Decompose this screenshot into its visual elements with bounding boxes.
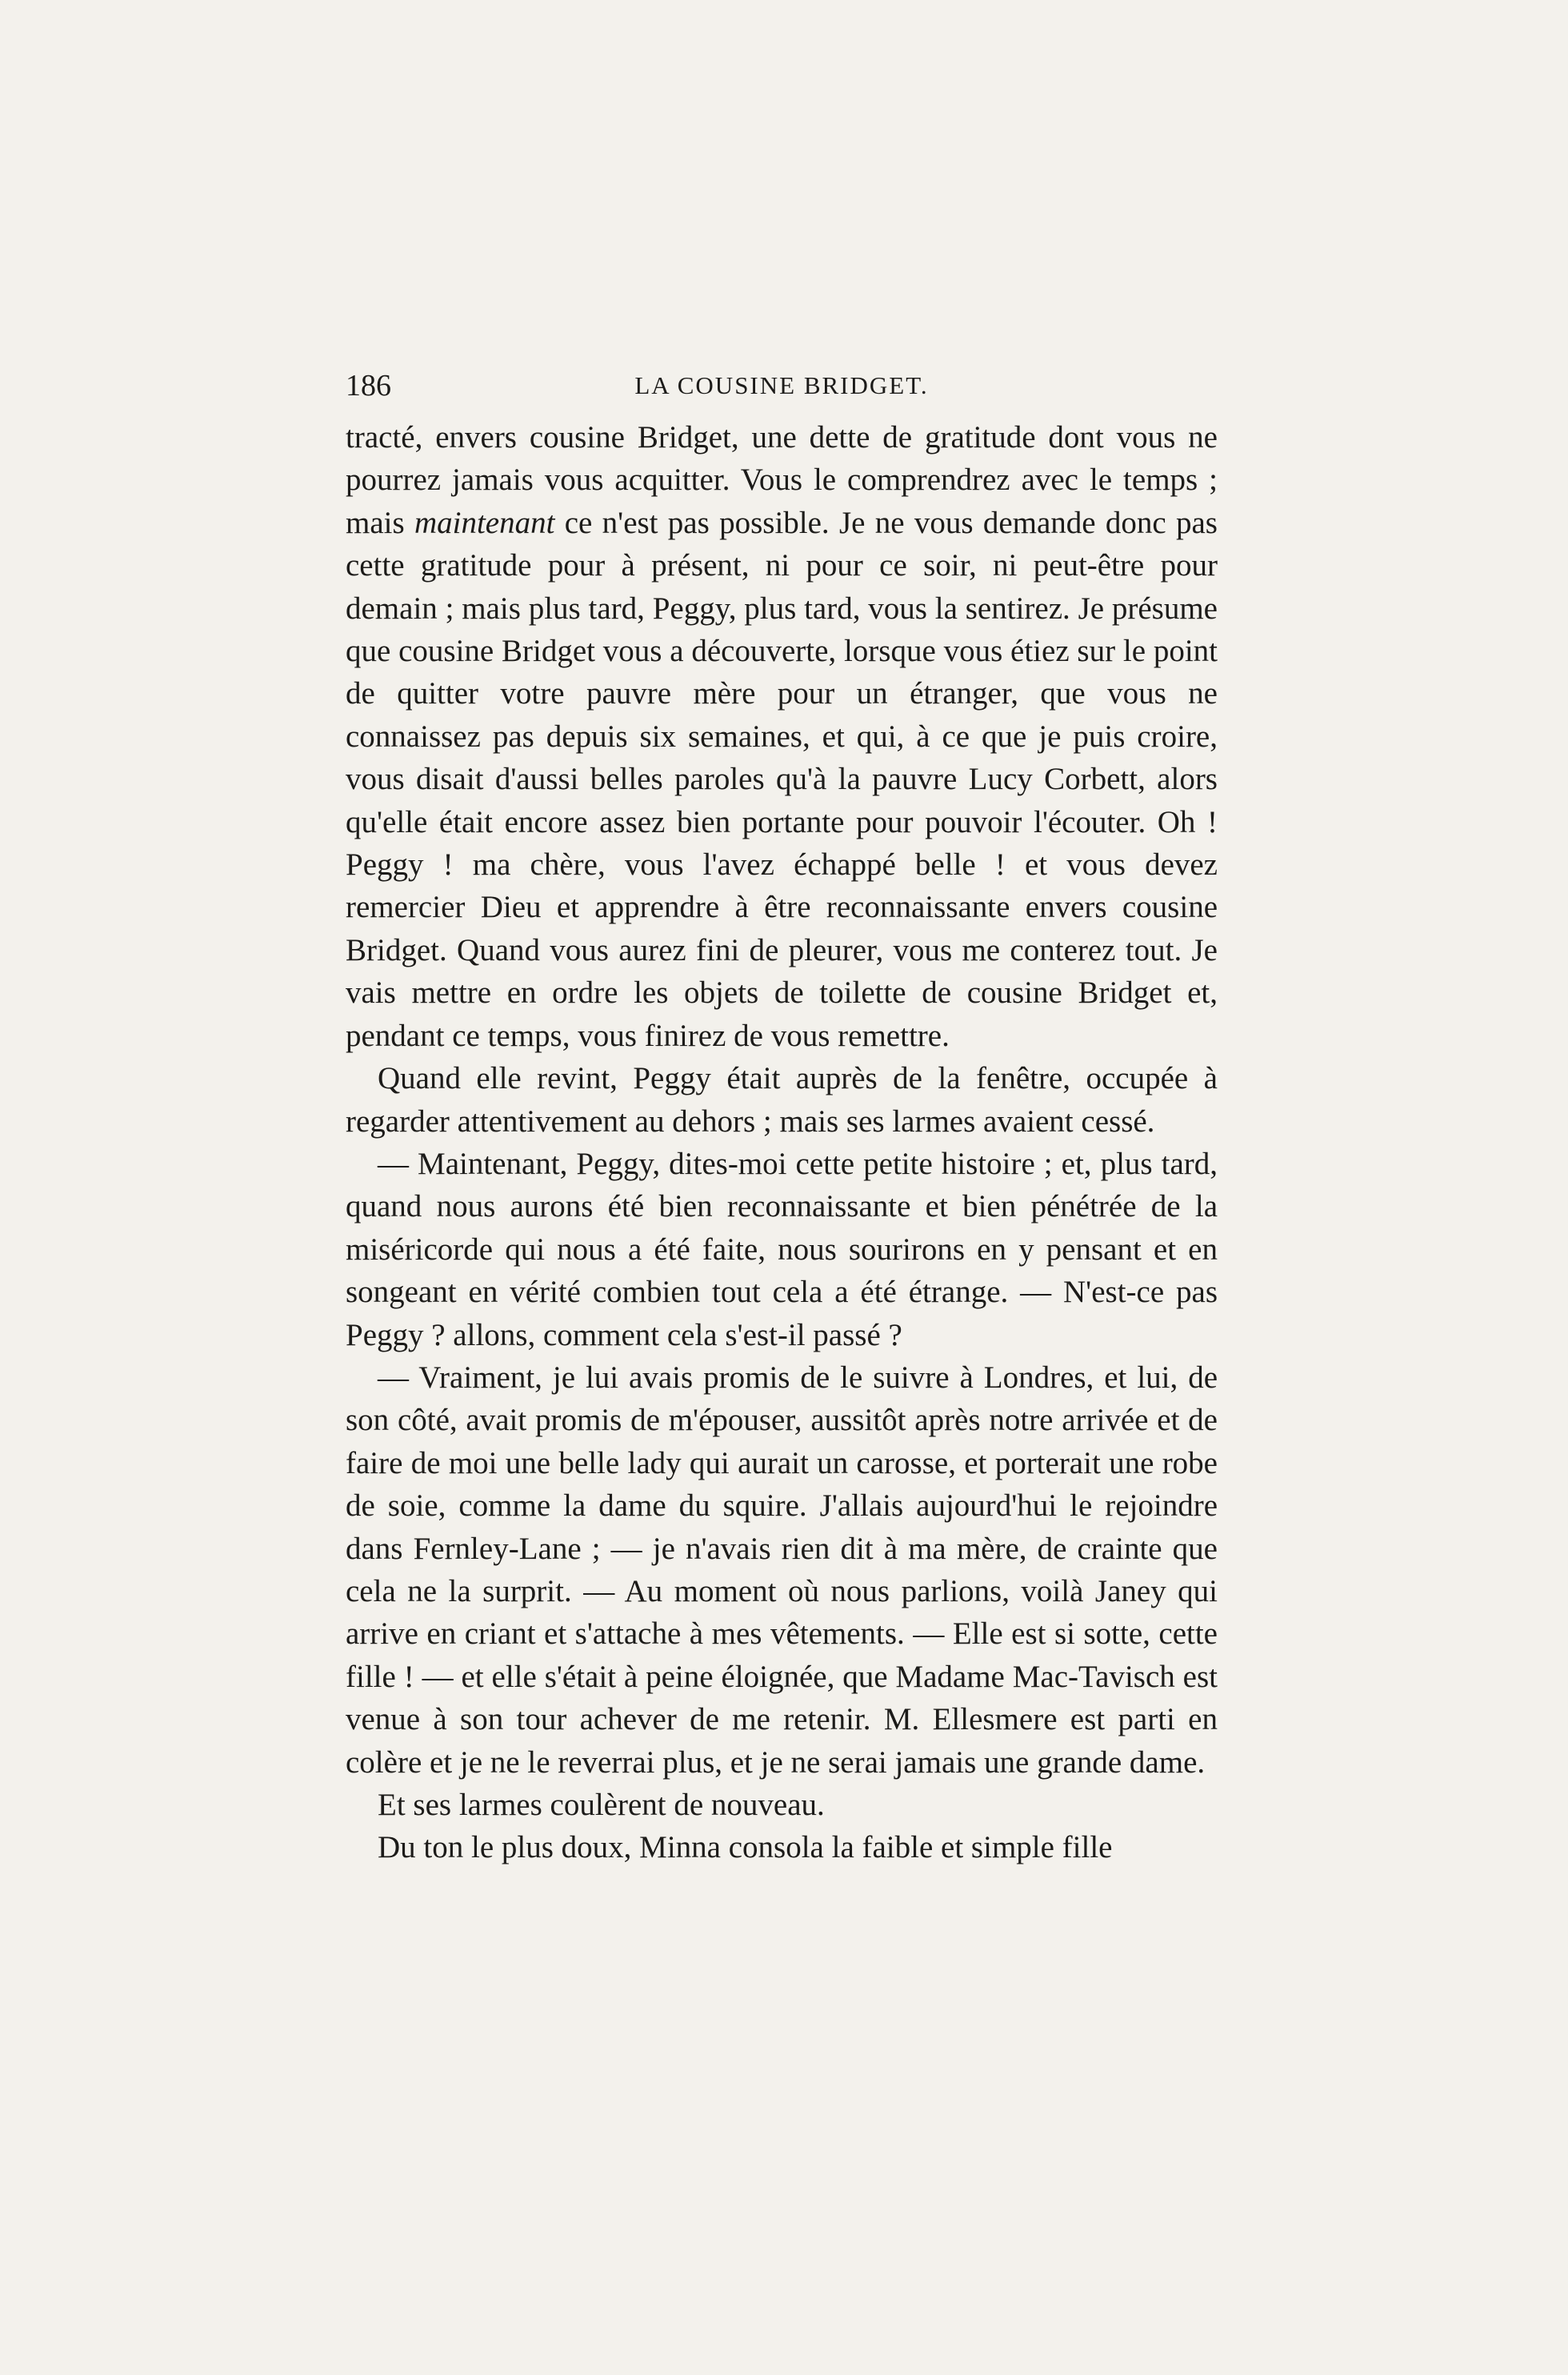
paragraph: — Vraiment, je lui avais promis de le suivre à Londres, et lui, de son côté, avait promis de m'épouser, aussitôt après notre arrivée et de faire de moi une belle lady qui aurait un carosse, et porterait une robe de soie, comme la dame du squire. J'allais aujourd'hui le rejoindre dans Fernley-Lane ; — je n'avais rien dit à ma mère, de crainte que cela ne la surprit. — Au moment où nous parlions, voilà Janey qui arrive en criant et s'attache à mes vêtements. — Elle est si sotte, cette fille ! — et elle s'était à peine éloignée, que Madame Mac-Tavisch est venue à son tour achever de me retenir. M. Ellesmere est parti en colère et je ne le reverrai plus, et je ne serai jamais une grande dame. — [346, 1360, 1218, 1780]
paragraph-text: ce n'est pas possible. Je ne vous demande donc pas cette gratitude pour à présent, ni pour ce soir, ni peut-être pour demain ; mais plus tard, Peggy, plus tard, vous la sentirez. Je présume que cousine Bridget vous a découverte, lorsque vous étiez sur le point de quitter votre pauvre mère pour un étranger, que vous ne connaissez pas depuis six semaines, et qui, à ce que je puis croire, vous disait d'aussi belles paroles qu'à la pauvre Lucy Corbett, alors qu'elle était encore assez bien portante pour pouvoir l'écouter. Oh ! Peggy ! ma chère, vous l'avez échappé belle ! et vous devez remercier Dieu et apprendre à être reconnaissante envers cousine Bridget. Quand vous aurez fini de pleurer, vous me conterez tout. Je vais mettre en ordre les objets de toilette de cousine Bridget et, pendant ce temps, vous finirez de vous remettre. — [346, 505, 1218, 1053]
paragraph-text: tracté, envers cousine Bridget, une dette de gratitude dont vous ne pourrez jamais vous acquitter. Vous le comprendrez avec le temps ; mais — [346, 420, 1218, 540]
italic-word: maintenant — [414, 505, 555, 540]
page-header — [346, 362, 1218, 410]
running-title: LA COUSINE BRIDGET. — [634, 371, 929, 399]
paragraph-continued — [346, 416, 1218, 1057]
paragraph: Du ton le plus doux, Minna consola la faible et simple fille — [378, 1830, 1113, 1865]
paragraph: — Maintenant, Peggy, dites-moi cette petite histoire ; et, plus tard, quand nous aurons été bien reconnaissante et bien pénétrée de la miséricorde qui nous a été faite, nous sourirons en y pensant et en songeant en vérité combien tout cela a été étrange. — N'est-ce pas Peggy ? allons, comment cela s'est-il passé ? — [346, 1146, 1218, 1352]
page-number: 186 — [346, 369, 391, 403]
body-text — [346, 416, 1218, 1869]
paragraph: Quand elle revint, Peggy était auprès de la fenêtre, occupée à regarder attentivement au dehors ; mais ses larmes avaient cessé. — [346, 1061, 1218, 1139]
paragraph: Et ses larmes coulèrent de nouveau. — [378, 1788, 825, 1822]
